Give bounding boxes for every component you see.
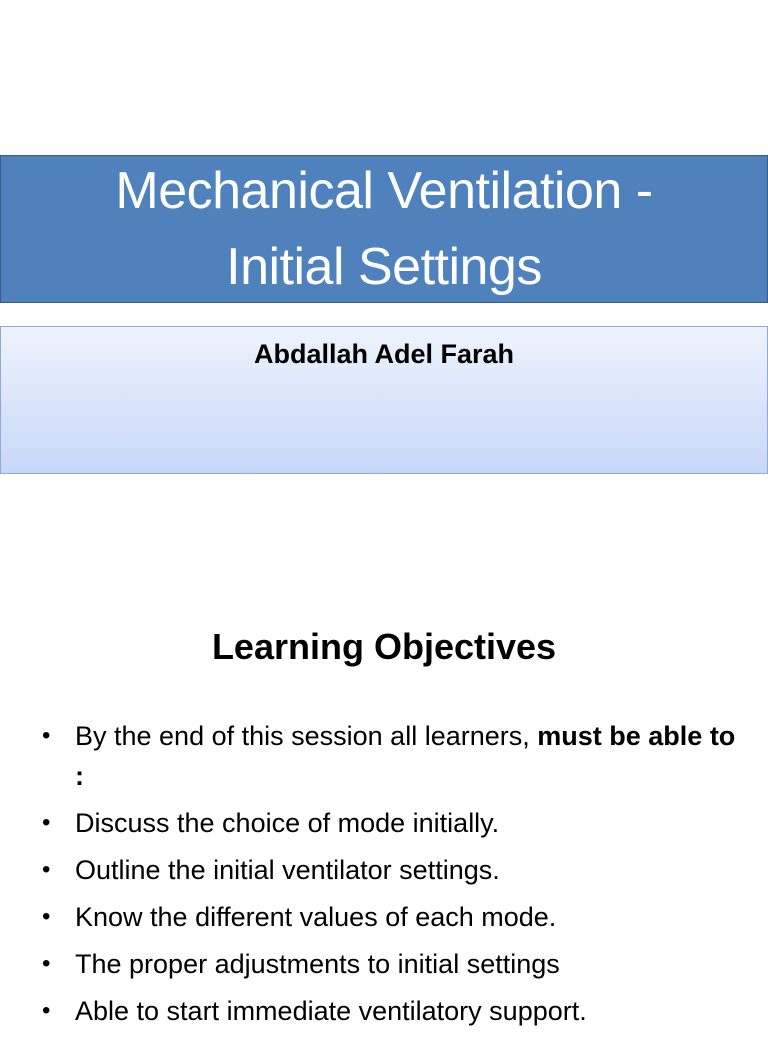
bullet-icon: • bbox=[42, 809, 51, 836]
objective-item bbox=[40, 850, 740, 890]
objectives-list bbox=[40, 716, 740, 1038]
objective-text: Outline the initial ventilator settings. bbox=[75, 855, 500, 885]
bullet-icon: • bbox=[42, 997, 51, 1024]
objectives-heading: Learning Objectives bbox=[211, 626, 557, 667]
author-name: Abdallah Adel Farah bbox=[253, 339, 515, 369]
objectives-slide bbox=[0, 576, 768, 1024]
subtitle-box bbox=[0, 326, 768, 474]
slide-title-line1: Mechanical Ventilation - bbox=[115, 162, 653, 220]
objective-item bbox=[40, 897, 740, 937]
bullet-icon: • bbox=[42, 950, 51, 977]
objective-text: Know the different values of each mode. bbox=[75, 902, 557, 932]
objective-item bbox=[40, 803, 740, 843]
slide-title-line2: Initial Settings bbox=[226, 238, 542, 296]
slide-title bbox=[95, 153, 672, 305]
intro-bold-text: must be able to : bbox=[75, 721, 736, 791]
objective-text: Able to start immediate ventilatory support. bbox=[75, 996, 587, 1026]
objective-intro bbox=[40, 716, 740, 796]
objective-item bbox=[40, 944, 740, 984]
bullet-icon: • bbox=[42, 856, 51, 883]
objective-text: Discuss the choice of mode initially. bbox=[75, 808, 500, 838]
objective-text: The proper adjustments to initial settings bbox=[75, 949, 560, 979]
bullet-icon: • bbox=[42, 722, 51, 749]
objective-item bbox=[40, 991, 740, 1031]
bullet-icon: • bbox=[42, 903, 51, 930]
intro-text: By the end of this session all learners, bbox=[75, 721, 530, 751]
title-banner bbox=[0, 155, 768, 303]
